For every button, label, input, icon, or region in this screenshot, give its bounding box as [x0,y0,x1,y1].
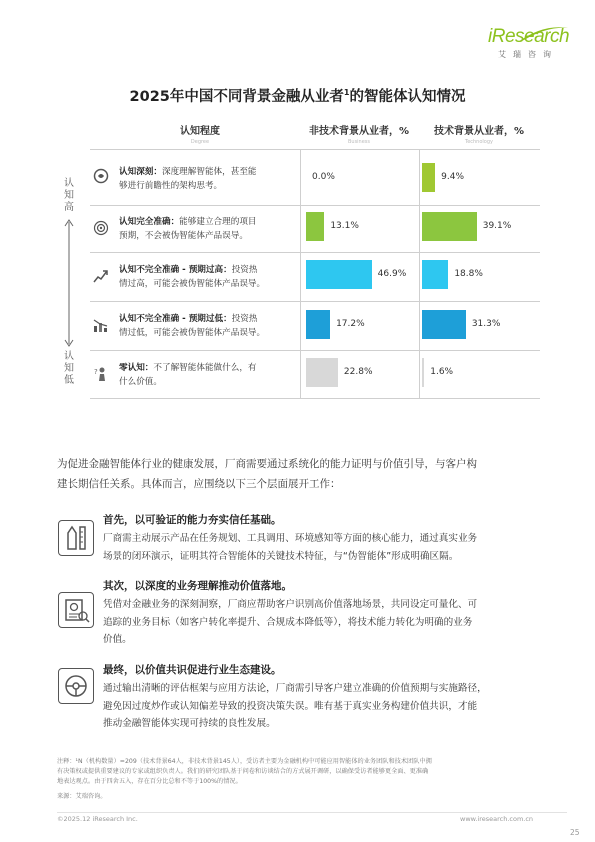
bar-label-tech-4: 1.6% [430,367,454,377]
bar-label-tech-2: 18.8% [454,269,483,279]
iresearch-logo [488,22,570,62]
bar-tech-4 [422,358,424,387]
bar-nontech-3 [306,310,330,339]
section-text-3: 通过输出清晰的评估框架与应用方法论，厂商需引导客户建立准确的价值预期与实施路径， 避免因过度炒作或认知偏差导致的投资决策失误。唯有基于真实业务构建价值共识，才能 推动金融智能体实现可持续的良性发展。 [103,683,487,730]
row-divider [90,205,540,206]
bar-label-tech-0: 9.4% [441,172,465,182]
section-heading-1: 首先，以可验证的能力夯实信任基础。 [103,514,282,526]
footer-copyright: ©2025.12 iResearch Inc. [57,815,138,823]
col-header-nontech-sub: Business [347,139,371,145]
row-divider [90,350,540,351]
bar-label-tech-3: 31.3% [471,319,501,329]
bar-label-nontech-2: 46.9% [377,269,407,279]
row-label-zero: 零认知：不了解智能体能做什么，有 什么价值。 [119,363,257,387]
col-header-level-sub: Degree [190,139,210,145]
target-icon [93,220,109,236]
bar-tech-0 [422,163,435,192]
side-label-low: 认 知 低 [64,351,74,386]
table-header-line [90,149,540,150]
bar-label-nontech-0: 0.0% [312,172,335,182]
col-header-nontech: 非技术背景从业者，% [308,126,410,137]
logo-subtitle: 艾瑞咨询 [498,50,558,59]
row-divider [90,301,540,302]
page-title: 2025年中国不同背景金融从业者$^1$的智能体认知情况 [129,88,466,105]
section-heading-2: 其次，以深度的业务理解推动价值落地。 [103,580,292,592]
bar-label-nontech-1: 13.1% [330,221,359,231]
bar-tech-2 [422,260,448,289]
section-text-2: 凭借对金融业务的深刻洞察，厂商应帮助客户识别高价值落地场景，共同设定可量化、可 追踪的业务目标（如客户转化率提升、合规成本降低等），将技术能力转化为明确的业务 价值。 [103,599,478,646]
bar-tech-1 [422,212,477,241]
page-number: 25 [570,828,580,837]
row-divider [90,252,540,253]
table-bottom-line [90,398,540,399]
logo-brand: iResearch [488,26,570,47]
col-divider [419,149,420,398]
source-note: 来源：艾瑞咨询。 [57,793,107,800]
section-text-1: 厂商需主动展示产品在任务规划、工具调用、环境感知等方面的核心能力，通过真实业务 场景的闭环演示，证明其符合智能体的关键技术特征，与“伪智能体”形成明确区隔。 [103,533,478,562]
col-header-tech-sub: Technology [464,139,493,145]
intro-paragraph: 为促进金融智能体行业的健康发展，厂商需要通过系统化的能力证明与价值引导，与客户构 建长期信任关系。具体而言，应围绕以下三个层面展开工作： [57,458,477,490]
analysis-icon [58,592,94,628]
section-heading-3: 最终，以价值共识促进行业生态建设。 [103,664,282,676]
col-header-tech: 技术背景从业者，% [433,126,525,137]
ruler-pencil-icon [58,520,94,556]
row-label-overexpect: 认知不完全准确 - 预期过高：投资热 情过高，可能会被伪智能体产品误导。 [119,265,266,289]
bar-nontech-1 [306,212,324,241]
bar-label-nontech-3: 17.2% [336,319,365,329]
bar-label-nontech-4: 22.8% [343,367,373,377]
bar-tech-3 [422,310,466,339]
bar-nontech-2 [306,260,372,289]
bar-label-tech-1: 39.1% [482,221,512,231]
col-header-level: 认知程度 [180,126,220,137]
axis-arrow-icon [63,218,75,348]
svg-text:?: ? [94,368,98,376]
col-divider [300,149,301,398]
side-label-high: 认 知 高 [64,178,74,213]
footnote: 注释：¹N（机构数量）=209（技术背景64人，非技术背景145人），受访者主要为金融机构中可能应用智能体的业务团队和技术团队中拥 有决策权或提供重要建议的专家或组织负责人。我们的研究团队基于问卷和访谈结合的方式展开调研，以确保受访者能够更全面、更准确 地表达观点。由于四舍五入，存在百分比总和不等于100%的情况。 [57,758,432,785]
brain-icon [93,168,109,184]
bar-nontech-4 [306,358,338,387]
row-label-deep: 认知深刻：深度理解智能体，甚至能 够进行前瞻性的架构思考。 [119,167,257,191]
question-person-icon [93,366,109,382]
row-label-underexpect: 认知不完全准确 - 预期过低：投资热 情过低，可能会被伪智能体产品误导。 [119,314,266,338]
steering-icon [58,668,94,704]
trend-up-icon [93,268,109,284]
row-label-accurate: 认知完全准确：能够建立合理的项目 预期，不会被伪智能体产品误导。 [119,217,257,241]
footer-website: www.iresearch.com.cn [460,815,534,823]
footer-divider [57,812,567,813]
trend-down-icon [93,317,109,333]
